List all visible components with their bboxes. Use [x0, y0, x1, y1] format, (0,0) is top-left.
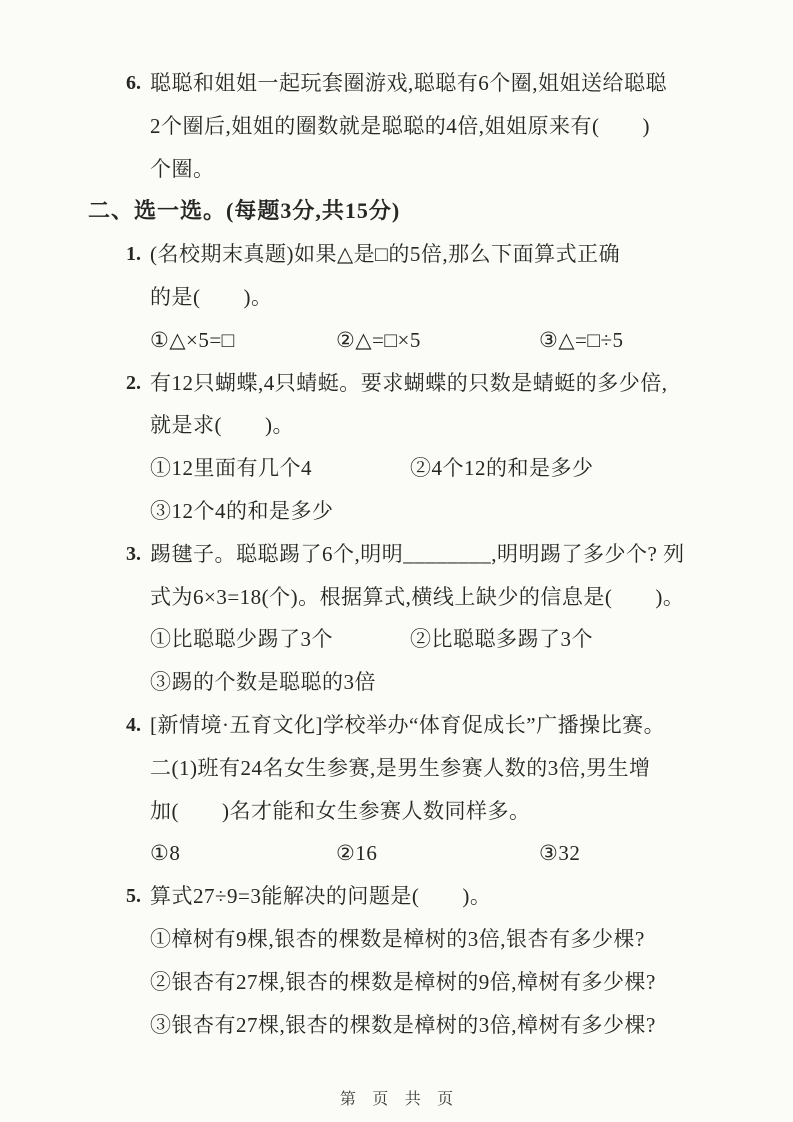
question-2-option-1: ①12里面有几个4: [150, 456, 312, 481]
question-1-line-1: [0, 233, 793, 276]
question-4-text: [新情境·五育文化]学校举办“体育促成长”广播操比赛。: [150, 712, 666, 737]
question-2-option-2: ②4个12的和是多少: [410, 456, 594, 481]
question-6-line-2: 2个圈后,姐姐的圈数就是聪聪的4倍,姐姐原来有( ): [150, 113, 650, 138]
question-2-text: 有12只蝴蝶,4只蜻蜓。要求蝴蝶的只数是蜻蜓的多少倍,: [150, 370, 668, 395]
question-6-number: 6.: [126, 72, 141, 94]
question-1-line-2: 的是( )。: [150, 284, 273, 309]
question-3-option-3: ③踢的个数是聪聪的3倍: [150, 670, 376, 695]
question-3-number: 3.: [126, 542, 141, 565]
question-3-options-row-1: [0, 618, 793, 661]
question-3-option-2: ②比聪聪多踢了3个: [410, 627, 593, 652]
question-5-text: 算式27÷9=3能解决的问题是( )。: [150, 884, 492, 909]
page-footer: 第 页 共 页: [339, 1091, 460, 1108]
question-2: [0, 362, 793, 533]
question-1-option-1: ①△×5=□: [150, 327, 235, 352]
question-5-line-1: [0, 875, 793, 918]
question-5: [0, 875, 793, 1046]
question-4-number: 4.: [126, 713, 141, 736]
question-4-line-3: 加( )名才能和女生参赛人数同样多。: [150, 798, 531, 823]
question-2-options-row-2: [0, 490, 793, 533]
question-5-option-1: ①樟树有9棵,银杏的棵数是樟树的3倍,银杏有多少棵?: [150, 926, 645, 951]
question-4-option-2: ②16: [336, 841, 378, 866]
question-6-line-3: 个圈。: [150, 156, 215, 181]
question-3-options-row-2: [0, 661, 793, 704]
question-2-number: 2.: [126, 371, 141, 394]
question-4-line-1: [0, 704, 793, 747]
question-4-option-1: ①8: [150, 841, 181, 866]
question-4-line-2: 二(1)班有24名女生参赛,是男生参赛人数的3倍,男生增: [150, 755, 651, 780]
question-3: [0, 533, 793, 704]
question-3-option-1: ①比聪聪少踢了3个: [150, 627, 333, 652]
question-6: [0, 62, 793, 190]
question-4-options: [0, 832, 793, 875]
question-5-option-3-line: [0, 1004, 793, 1047]
question-5-option-2-line: [0, 961, 793, 1004]
section-2-heading: 二、选一选。(每题3分,共15分): [88, 198, 401, 224]
question-3-line-1: [0, 533, 793, 576]
question-1-number: 1.: [126, 243, 141, 266]
question-5-option-2: ②银杏有27棵,银杏的棵数是樟树的9倍,樟树有多少棵?: [150, 969, 656, 994]
question-5-option-3: ③银杏有27棵,银杏的棵数是樟树的3倍,樟树有多少棵?: [150, 1012, 656, 1037]
question-5-option-1-line: [0, 918, 793, 961]
question-1: [0, 233, 793, 361]
question-1-option-2: ②△=□×5: [336, 327, 421, 352]
question-3-text: 踢毽子。聪聪踢了6个,明明________,明明踢了多少个? 列: [150, 541, 685, 566]
question-2-options-row-1: [0, 447, 793, 490]
question-2-line-2: 就是求( )。: [150, 413, 294, 438]
question-4: [0, 704, 793, 875]
question-6-text: 聪聪和姐姐一起玩套圈游戏,聪聪有6个圈,姐姐送给聪聪: [150, 71, 667, 95]
worksheet-content: [0, 62, 793, 1046]
question-6-line-1: [0, 62, 793, 105]
question-1-option-3: ③△=□÷5: [539, 327, 624, 352]
question-2-line-1: [0, 362, 793, 405]
question-2-option-3: ③12个4的和是多少: [150, 498, 334, 523]
question-3-line-2: 式为6×3=18(个)。根据算式,横线上缺少的信息是( )。: [150, 584, 685, 609]
question-5-number: 5.: [126, 885, 141, 908]
question-4-option-3: ③32: [539, 841, 581, 866]
question-1-options: [0, 319, 793, 362]
question-1-text: (名校期末真题)如果△是□的5倍,那么下面算式正确: [150, 242, 621, 267]
